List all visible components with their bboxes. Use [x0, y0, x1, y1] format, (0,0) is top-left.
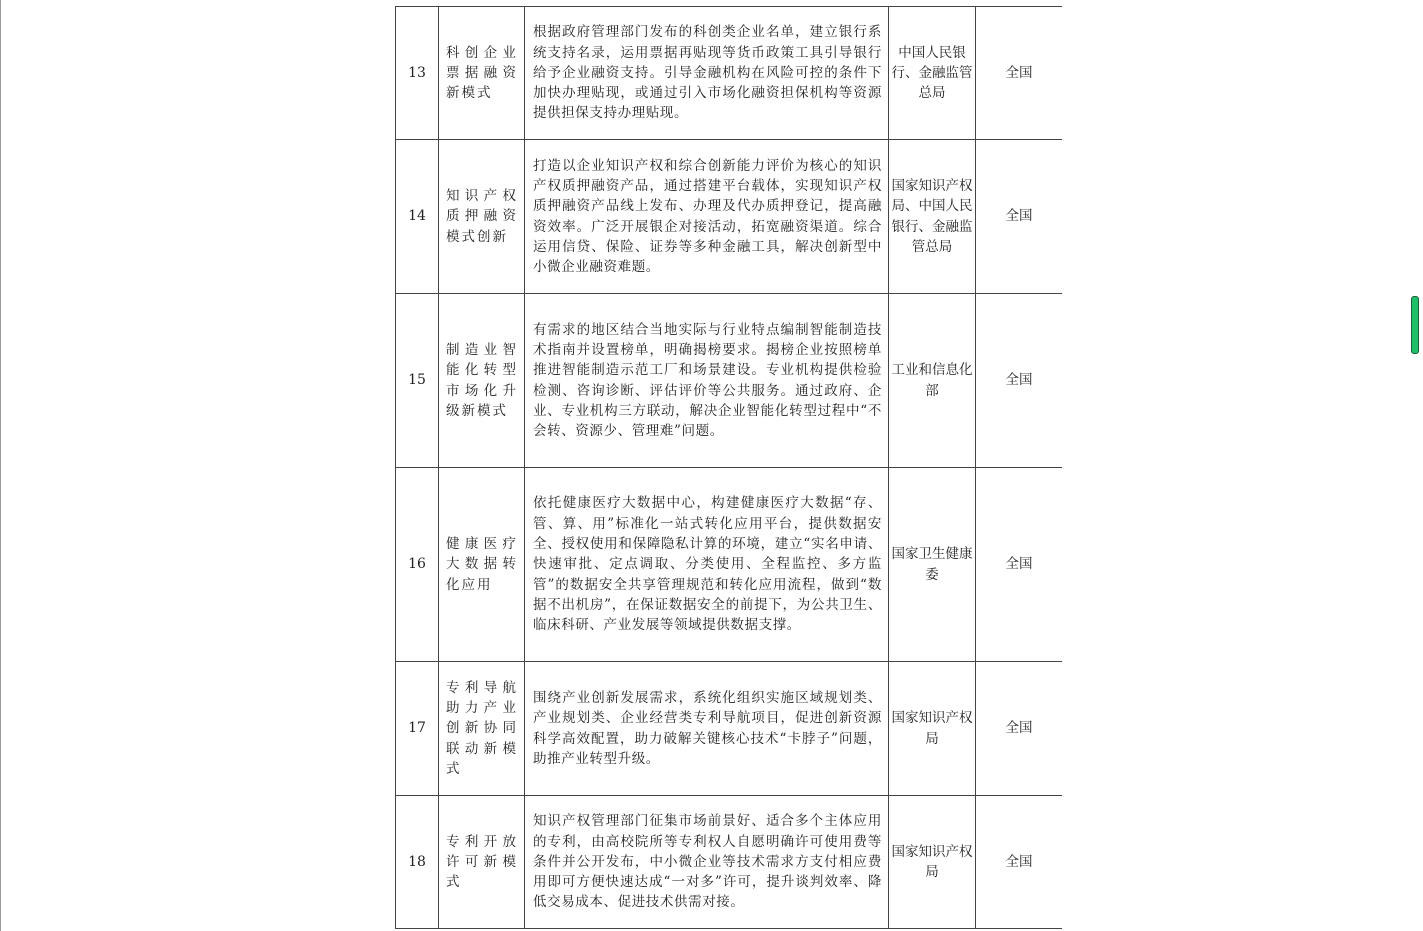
- measure-description: 知识产权管理部门征集市场前景好、适合多个主体应用的专利，由高校院所等专利权人自愿明确许可使用费等条件并公开发布，中小微企业等技术需求方支付相应费用即可方便快速达成“一对多”许可，提升谈判效率、降低交易成本、促进技术供需对接。: [525, 796, 889, 929]
- measure-description: 有需求的地区结合当地实际与行业特点编制智能制造技术指南并设置榜单，明确揭榜要求。揭榜企业按照榜单推进智能制造示范工厂和场景建设。专业机构提供检验检测、咨询诊断、评估评价等公共服务。通过政府、企业、专业机构三方联动，解决企业智能化转型过程中“不会转、资源少、管理难”问题。: [525, 294, 889, 468]
- responsible-department: 国家知识产权局: [889, 796, 976, 929]
- measure-name: 专利导航助力产业创新协同联动新模式: [439, 662, 525, 796]
- pilot-measures-table: [395, 6, 1062, 929]
- measure-name: 制造业智能化转型市场化升级新模式: [439, 294, 525, 468]
- responsible-department: 国家知识产权局、中国人民银行、金融监管总局: [889, 140, 976, 294]
- responsible-department: 国家卫生健康委: [889, 468, 976, 662]
- row-number: 18: [396, 796, 439, 929]
- row-number: 13: [396, 7, 439, 140]
- document-page: [395, 0, 1062, 931]
- table-row: [396, 662, 1063, 796]
- table-row: [396, 140, 1063, 294]
- scope-cell: 全国: [976, 468, 1063, 662]
- scrollbar-thumb[interactable]: [1411, 296, 1419, 354]
- responsible-department: 工业和信息化部: [889, 294, 976, 468]
- scope-cell: 全国: [976, 796, 1063, 929]
- responsible-department: 中国人民银行、金融监管总局: [889, 7, 976, 140]
- scope-cell: 全国: [976, 7, 1063, 140]
- measure-description: 依托健康医疗大数据中心，构建健康医疗大数据“存、管、算、用”标准化一站式转化应用平台，提供数据安全、授权使用和保障隐私计算的环境，建立“实名申请、快速审批、定点调取、分类使用、全程监控、多方监管”的数据安全共享管理规范和转化应用流程，做到“数据不出机房”，在保证数据安全的前提下，为公共卫生、临床科研、产业发展等领域提供数据支撑。: [525, 468, 889, 662]
- measure-description: 根据政府管理部门发布的科创类企业名单，建立银行系统支持名录，运用票据再贴现等货币政策工具引导银行给予企业融资支持。引导金融机构在风险可控的条件下加快办理贴现，或通过引入市场化融资担保机构等资源提供担保支持办理贴现。: [525, 7, 889, 140]
- row-number: 17: [396, 662, 439, 796]
- table-row: [396, 468, 1063, 662]
- measure-name: 专利开放许可新模式: [439, 796, 525, 929]
- table-row: [396, 796, 1063, 929]
- row-number: 16: [396, 468, 439, 662]
- measure-name: 健康医疗大数据转化应用: [439, 468, 525, 662]
- measure-name: 科创企业票据融资新模式: [439, 7, 525, 140]
- viewer-left-edge: [0, 0, 1, 931]
- measure-name: 知识产权质押融资模式创新: [439, 140, 525, 294]
- table-row: [396, 294, 1063, 468]
- scope-cell: 全国: [976, 294, 1063, 468]
- table-row: [396, 7, 1063, 140]
- scope-cell: 全国: [976, 662, 1063, 796]
- row-number: 14: [396, 140, 439, 294]
- scope-cell: 全国: [976, 140, 1063, 294]
- measure-description: 打造以企业知识产权和综合创新能力评价为核心的知识产权质押融资产品，通过搭建平台载体，实现知识产权质押融资产品线上发布、办理及代办质押登记，提高融资效率。广泛开展银企对接活动，拓宽融资渠道。综合运用信贷、保险、证券等多种金融工具，解决创新型中小微企业融资难题。: [525, 140, 889, 294]
- responsible-department: 国家知识产权局: [889, 662, 976, 796]
- row-number: 15: [396, 294, 439, 468]
- measure-description: 围绕产业创新发展需求，系统化组织实施区域规划类、产业规划类、企业经营类专利导航项目，促进创新资源科学高效配置，助力破解关键核心技术“卡脖子”问题，助推产业转型升级。: [525, 662, 889, 796]
